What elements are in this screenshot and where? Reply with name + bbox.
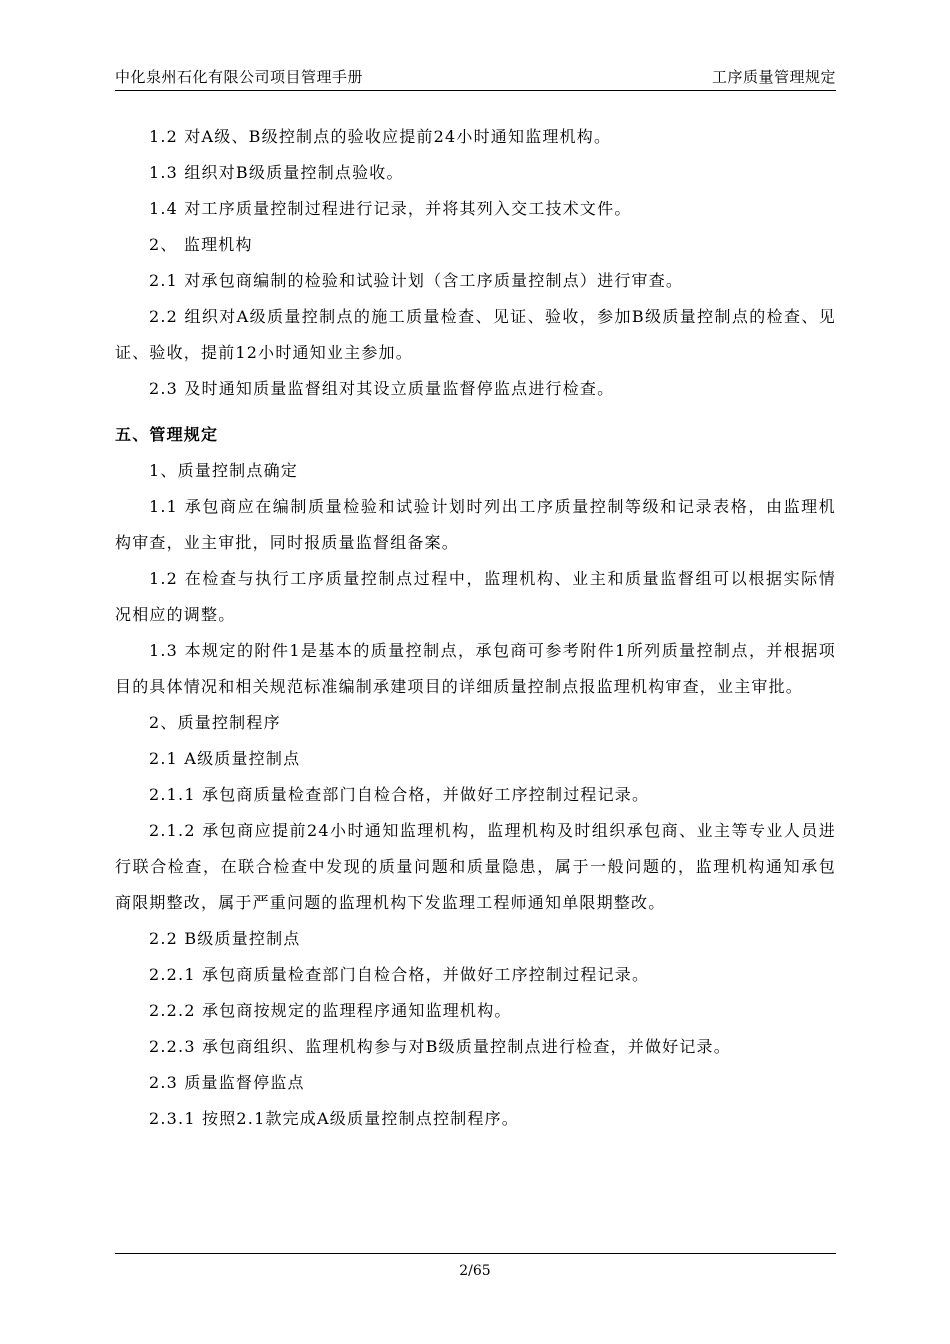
paragraph-2-2-organize-inspection: 2.2 组织对A级质量控制点的施工质量检查、见证、验收，参加B级质量控制点的检查、见证、验收，提前12小时通知业主参加。 [115,307,836,362]
page-header [115,66,836,91]
paragraph-1-3-b-level-acceptance: 1.3 组织对B级质量控制点验收。 [149,163,404,182]
footer-divider [115,1253,836,1254]
paragraph-2-2-2-notify-supervision: 2.2.2 承包商按规定的监理程序通知监理机构。 [149,1001,512,1020]
paragraph-2-supervision-agency: 2、 监理机构 [149,235,253,254]
page-number: 2/65 [459,1263,491,1279]
paragraph-2-3-hold-points: 2.3 质量监督停监点 [149,1073,305,1092]
paragraph-1-3-appendix-control-points: 1.3 本规定的附件1是基本的质量控制点，承包商可参考附件1所列质量控制点，并根据项目的具体情况和相关规范标准编制承建项目的详细质量控制点报监理机构审查，业主审批。 [115,641,836,696]
paragraph-1-1-contractor-plan: 1.1 承包商应在编制质量检验和试验计划时列出工序质量控制等级和记录表格，由监理机构审查，业主审批，同时报质量监督组备案。 [115,497,836,552]
paragraph-2-3-1-complete-procedure: 2.3.1 按照2.1款完成A级质量控制点控制程序。 [149,1109,519,1128]
paragraph-2-1-2-joint-inspection: 2.1.2 承包商应提前24小时通知监理机构，监理机构及时组织承包商、业主等专业人员进行联合检查，在联合检查中发现的质量问题和质量隐患，属于一般问题的，监理机构通知承包商限期整改，属于严重问题的监理机构下发监理工程师通知单限期整改。 [115,821,836,912]
paragraph-1-control-point-determination: 1、质量控制点确定 [149,461,298,480]
section-heading-management-rules: 五、管理规定 [115,425,219,444]
paragraph-1-4-record-process: 1.4 对工序质量控制过程进行记录，并将其列入交工技术文件。 [149,199,632,218]
paragraph-2-1-1-self-inspection: 2.1.1 承包商质量检查部门自检合格，并做好工序控制过程记录。 [149,785,650,804]
paragraph-1-2-acceptance-notice: 1.2 对A级、B级控制点的验收应提前24小时通知监理机构。 [149,127,612,146]
paragraph-2-1-review-plan: 2.1 对承包商编制的检验和试验计划（含工序质量控制点）进行审查。 [149,271,684,290]
paragraph-2-control-procedure: 2、质量控制程序 [149,713,281,732]
paragraph-2-2-1-self-inspection: 2.2.1 承包商质量检查部门自检合格，并做好工序控制过程记录。 [149,965,650,984]
paragraph-2-3-notify-supervision-group: 2.3 及时通知质量监督组对其设立质量监督停监点进行检查。 [149,379,615,398]
header-manual-title: 中化泉州石化有限公司项目管理手册 [115,68,364,86]
paragraph-2-2-b-level-points: 2.2 B级质量控制点 [149,929,301,948]
paragraph-2-1-a-level-points: 2.1 A级质量控制点 [149,749,301,768]
document-body [115,119,836,1137]
paragraph-2-2-3-organize-inspection: 2.2.3 承包商组织、监理机构参与对B级质量控制点进行检查，并做好记录。 [149,1037,731,1056]
header-section-title: 工序质量管理规定 [711,68,836,86]
paragraph-1-2-adjustment: 1.2 在检查与执行工序质量控制点过程中，监理机构、业主和质量监督组可以根据实际情况相应的调整。 [115,569,836,624]
